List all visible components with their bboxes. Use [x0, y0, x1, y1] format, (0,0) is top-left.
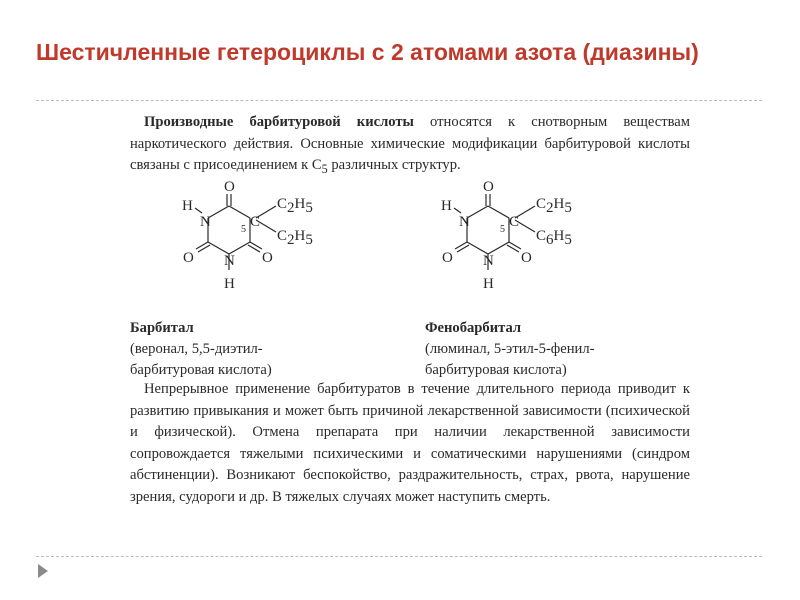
barbital-name: Барбитал — [130, 320, 194, 336]
barbital-caption — [130, 318, 380, 381]
barbital-h-left: H — [182, 198, 193, 214]
phenobarbital-substituent-1: C2H5 — [536, 196, 572, 216]
phenobarbital-h-bottom: H — [483, 276, 494, 292]
textbook-page — [130, 112, 690, 180]
intro-subscript: 5 — [321, 161, 328, 176]
phenobarbital-structure — [415, 179, 595, 308]
barbital-n-bottom: N — [224, 253, 235, 269]
phenobarbital-c5: C — [509, 214, 520, 230]
top-divider — [36, 100, 762, 101]
barbital-synonym-line2: барбитуровая кислота) — [130, 362, 272, 378]
barbital-o-top: O — [224, 179, 235, 195]
phenobarbital-n-bottom: N — [483, 253, 494, 269]
phenobarbital-o-right: O — [521, 250, 532, 266]
body-paragraph: Непрерывное применение барбитуратов в течение длительного периода приводит к развитию привыкания и может быть причиной лекарственной зависимости (психической и физической). Отмена препарата при наличии лекарственной зависимости сопровождается тяжелыми психическими и соматическими нарушениями (синдром абстиненции). Возникают беспокойство, раздражительность, страх, рвота, нарушение зрения, судороги и др. В тяжелых случаях может наступить смерть. — [130, 381, 690, 505]
phenobarbital-o-left: O — [442, 250, 453, 266]
barbital-o-left: O — [183, 250, 194, 266]
slide-title: Шестичленные гетероциклы с 2 атомами азота (диазины) — [36, 39, 699, 65]
intro-paragraph — [130, 112, 690, 180]
play-arrow-icon[interactable] — [38, 564, 48, 578]
intro-text: относятся к снотворным веществам наркотического действия. Основные химические модификации барбитуровой кислоты связаны с присоединением к C — [130, 114, 690, 173]
barbital-num5: 5 — [241, 224, 246, 235]
intro-tail: различных структур. — [327, 157, 461, 173]
phenobarbital-caption — [425, 318, 685, 381]
barbital-structure — [156, 179, 336, 308]
barbital-c5: C — [250, 214, 261, 230]
intro-bold: Производные барбитуровой кислоты — [144, 114, 414, 130]
structures-area — [130, 179, 690, 378]
barbital-n-top: N — [200, 214, 211, 230]
phenobarbital-num5: 5 — [500, 224, 505, 235]
phenobarbital-synonym-line2: барбитуровая кислота) — [425, 362, 567, 378]
phenobarbital-h-left: H — [441, 198, 452, 214]
body-paragraph-wrap — [130, 379, 690, 508]
phenobarbital-substituent-2: C6H5 — [536, 228, 572, 248]
phenobarbital-name: Фенобарбитал — [425, 320, 522, 336]
barbital-synonym-line1: (веронал, 5,5-диэтил- — [130, 341, 263, 357]
phenobarbital-synonym-line1: (люминал, 5-этил-5-фенил- — [425, 341, 595, 357]
barbital-substituent-2: C2H5 — [277, 228, 313, 248]
barbital-o-right: O — [262, 250, 273, 266]
barbital-substituent-1: C2H5 — [277, 196, 313, 216]
bottom-divider — [36, 556, 762, 557]
phenobarbital-o-top: O — [483, 179, 494, 195]
barbital-h-bottom: H — [224, 276, 235, 292]
phenobarbital-n-top: N — [459, 214, 470, 230]
